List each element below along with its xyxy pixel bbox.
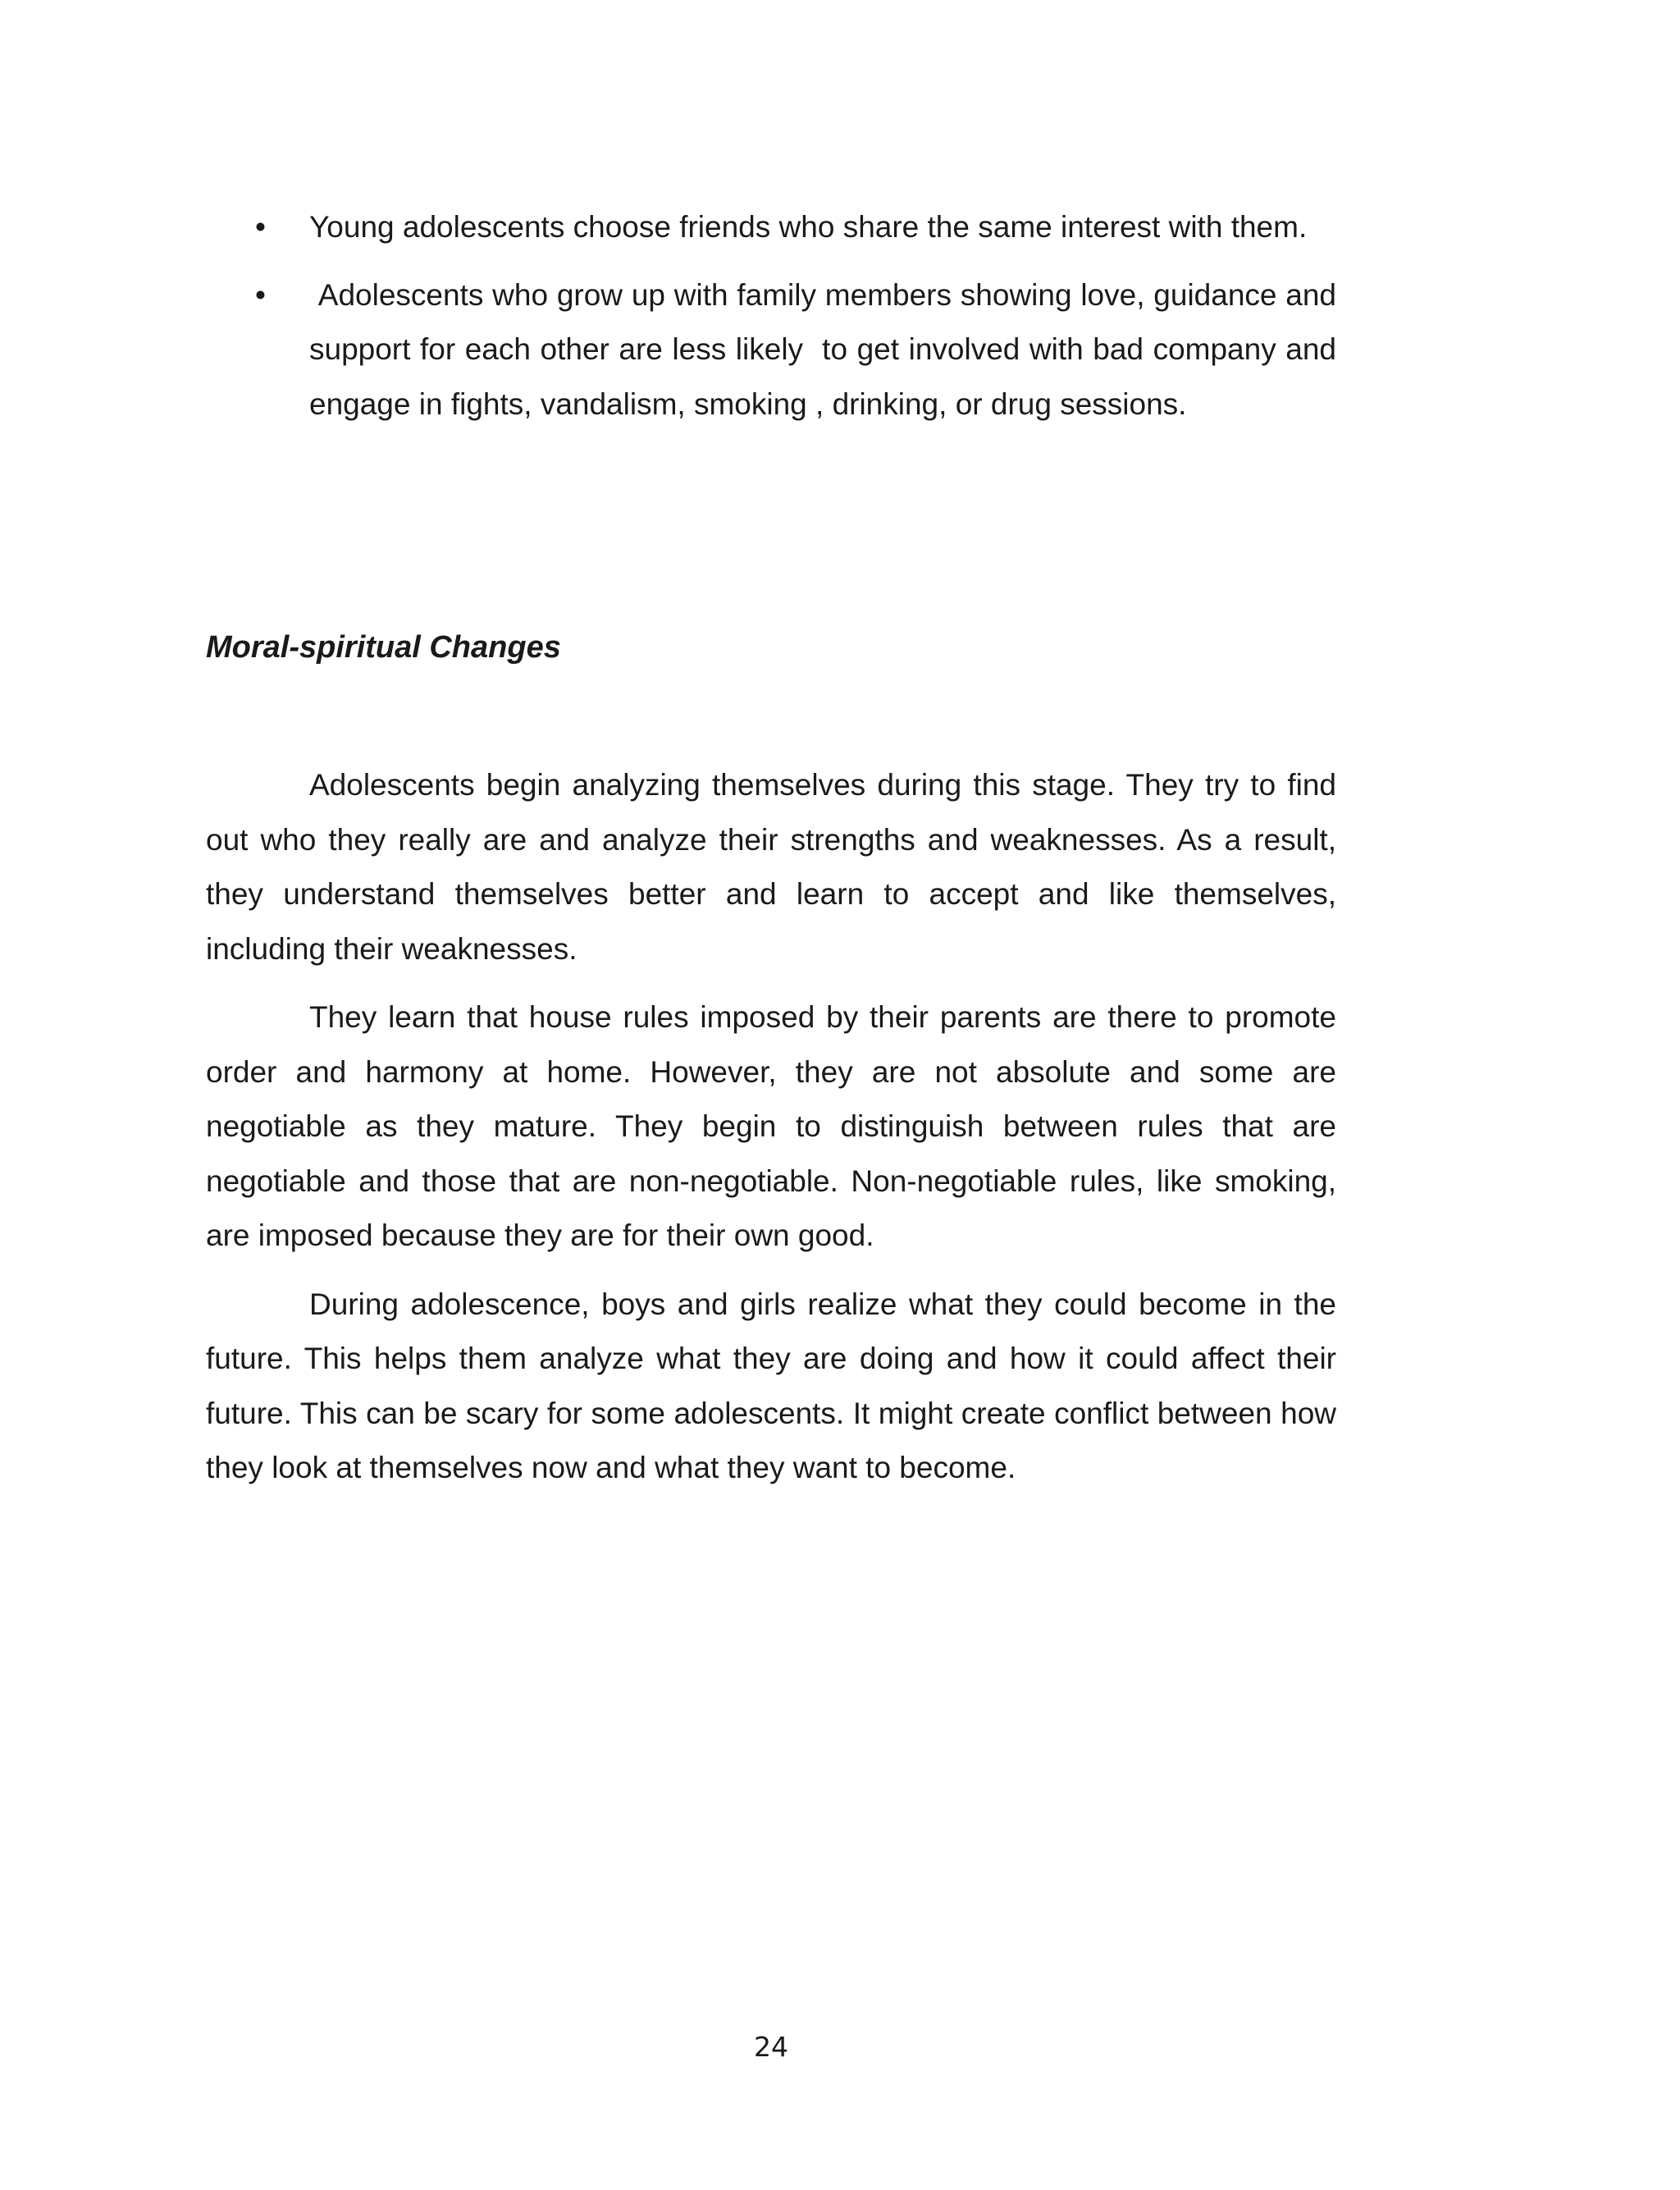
bullet-text: Adolescents who grow up with family members showing love, guidance and support for each other are less likely to get involved with bad company and engage in fights, vandalism, smoking , drinking, or drug sessions. [309,277,1345,421]
section-heading: Moral-spiritual Changes [206,630,561,665]
bullet-icon: • [255,210,266,244]
paragraph-self-analysis: Adolescents begin analyzing themselves during this stage. They try to find out who they really are and analyze their strengths and weaknesses. As a result, they understand themselves better and learn to accept and like themselves, including their weaknesses. [206,768,1336,966]
page-number: 24 [754,2031,788,2063]
paragraph-house-rules: They learn that house rules imposed by their parents are there to promote order and harmony at home. However, they are not absolute and some are negotiable as they mature. They begin to distinguish between rules that are negotiable and those that are non-negotiable. Non-negotiable rules, like smoking, are imposed because they are for their own good. [206,1000,1336,1252]
paragraph-future: During adolescence, boys and girls realize what they could become in the future. This helps them analyze what they are doing and how it could affect their future. This can be scary for some adolescents. It might create conflict between how they look at themselves now and what they want to become. [206,1287,1336,1484]
bullet-item-friends [206,200,1336,255]
bullet-icon: • [255,277,266,312]
bullet-text: Young adolescents choose friends who share the same interest with them. [309,210,1308,244]
page-content [206,200,1345,1484]
section-body [206,758,1336,1510]
bullet-list [206,200,1345,432]
bullet-item-family [206,268,1345,432]
